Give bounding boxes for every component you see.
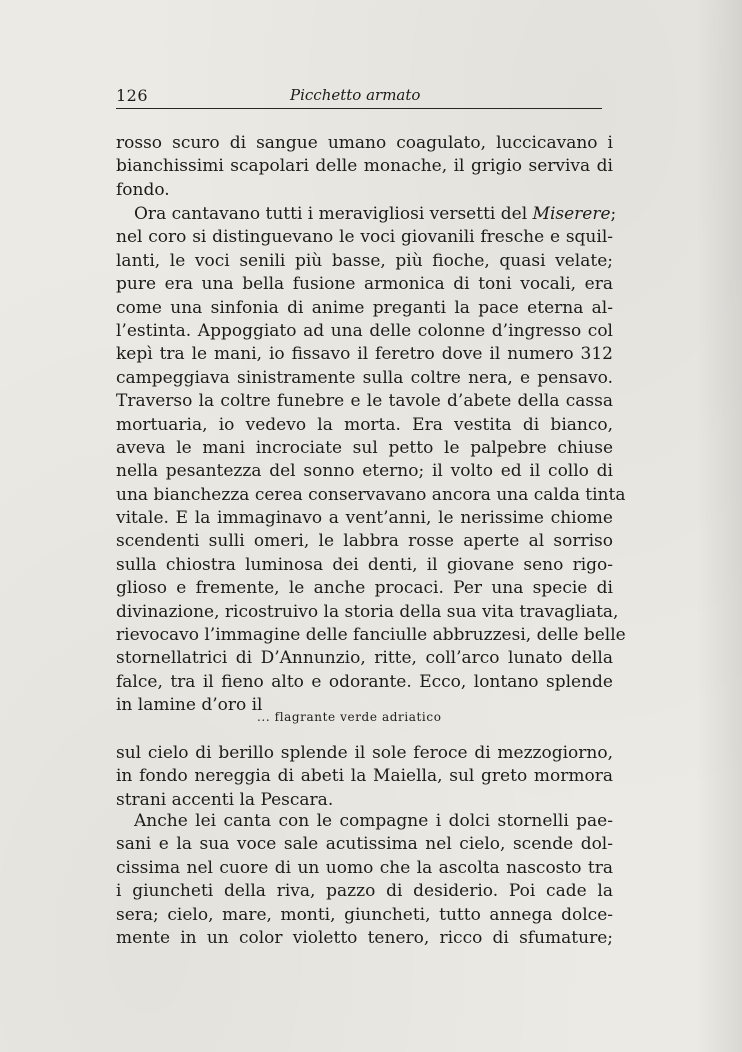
- text-line: mortuaria, io vedevo la morta. Era vestita di bianco,: [116, 414, 613, 435]
- text-line: sul cielo di berillo splende il sole feroce di mezzogiorno,: [116, 743, 613, 763]
- text-line: bianchissimi scapolari delle monache, il grigio serviva di: [116, 156, 613, 177]
- text-line: nella pesantezza del sonno eterno; il volto ed il collo di: [116, 461, 613, 482]
- text-line: strani accenti la Pescara.: [116, 789, 334, 810]
- page-number: 126: [116, 86, 149, 105]
- text-line: campeggiava sinistramente sulla coltre nera, e pensavo.: [116, 367, 613, 388]
- text-line: rievocavo l’immagine delle fanciulle abbruzzesi, delle belle: [116, 625, 626, 646]
- text-line: divinazione, ricostruivo la storia della sua vita travagliata,: [116, 601, 619, 622]
- text-line: sera; cielo, mare, monti, giuncheti, tutto annega dolce-: [116, 904, 613, 925]
- text-line: cissima nel cuore di un uomo che la ascolta nascosto tra: [116, 857, 613, 878]
- text-line: sulla chiostra luminosa dei denti, il giovane seno rigo-: [116, 554, 613, 575]
- text-line: lanti, le voci senili più basse, più fioche, quasi velate;: [116, 250, 613, 271]
- header-rule: [116, 108, 602, 109]
- paragraph-stornelli: [116, 810, 613, 950]
- text-line: scendenti sulli omeri, le labbra rosse aperte al sorriso: [116, 531, 613, 552]
- text-line: fondo.: [116, 179, 170, 200]
- text-line: stornellatrici di D’Annunzio, ritte, coll’arco lunato della: [116, 648, 613, 669]
- text-line: pure era una bella fusione armonica di toni vocali, era: [116, 274, 613, 295]
- paragraph-continuation-after-quote: [116, 742, 613, 812]
- text-line: una bianchezza cerea conservavano ancora una calda tinta: [116, 484, 626, 505]
- text-line: Traverso la coltre funebre e le tavole d’abete della cassa: [116, 391, 613, 412]
- page-edge-shadow: [696, 0, 742, 1052]
- text-line: i giuncheti della riva, pazzo di desiderio. Poi cade la: [116, 881, 613, 902]
- italic-title: Miserere: [532, 204, 611, 224]
- text-line: kepì tra le mani, io fissavo il feretro dove il numero 312: [116, 344, 613, 365]
- text-line: Ora cantavano tutti i meravigliosi versetti del Miserere;: [134, 204, 617, 224]
- text-line: mente in un color violetto tenero, ricco di sfumature;: [116, 927, 613, 948]
- paragraph-continuation: [116, 132, 613, 202]
- text-line: sani e la sua voce sale acutissima nel cielo, scende dol-: [116, 834, 613, 855]
- paragraph-miserere: [116, 203, 626, 718]
- text-line: glioso e fremente, le anche procaci. Per una specie di: [116, 578, 613, 599]
- quotation: ... flagrante verde adriatico: [257, 710, 442, 724]
- text-line: come una sinfonia di anime preganti la pace eterna al-: [116, 297, 613, 318]
- page-header: [116, 86, 602, 110]
- text-line: vitale. E la immaginavo a vent’anni, le nerissime chiome: [116, 508, 613, 529]
- text-line: in lamine d’oro il: [116, 695, 263, 716]
- text-line: l’estinta. Appoggiato ad una delle colonne d’ingresso col: [116, 320, 613, 341]
- text-line: nel coro si distinguevano le voci giovanili fresche e squil-: [116, 227, 613, 248]
- text-line: in fondo nereggia di abeti la Maiella, sul greto mormora: [116, 766, 613, 787]
- text-line: rosso scuro di sangue umano coagulato, luccicavano i: [116, 133, 613, 153]
- running-title: Picchetto armato: [290, 86, 421, 104]
- text-line: falce, tra il fieno alto e odorante. Ecco, lontano splende: [116, 671, 613, 692]
- text-line: aveva le mani incrociate sul petto le palpebre chiuse: [116, 437, 613, 458]
- text-line: Anche lei canta con le compagne i dolci stornelli pae-: [134, 811, 613, 831]
